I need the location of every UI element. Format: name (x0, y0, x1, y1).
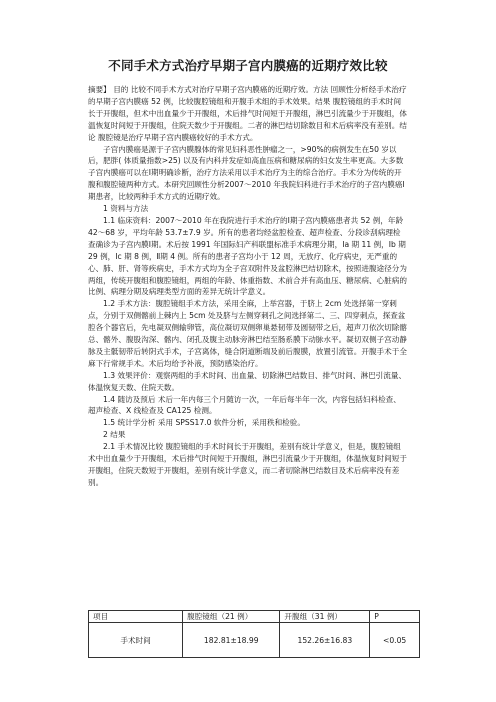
abstract-paragraph: 摘要】 目的 比较不同手术方式对治疗早期子宫内膜癌的近期疗效。方法 回顾性分析经手术治疗的早期子宫内膜癌 52 例，比较腹腔镜组和开腹手术组的手术效果。结果 腹腔镜组的手术时间长于开腹组，但术中出血量少于开腹组，术后排气时间短于开腹组，淋巴引流量少于开腹组，体温恢复时间短于开腹组，住院天数少于开腹组。二者的淋巴结切除数目和术后病率没有差别。结论 腹腔镜是治疗早期子宫内膜癌较好的手术方式。 (88, 85, 407, 142)
table-header-row (89, 611, 420, 623)
table-cell: 182.81±18.99 (183, 623, 280, 658)
results-table (88, 610, 420, 658)
followup-paragraph: 1.4 随访及预后 术后一年内每三个月随访一次，一年后每半年一次，内容包括妇科检查、超声检查、X 线检查及 CA125 检测。 (88, 394, 401, 416)
table-header-cell: 项目 (89, 611, 183, 623)
table-row (89, 623, 420, 658)
table-cell: <0.05 (370, 623, 420, 658)
paper-title: 不同手术方式治疗早期子宫内膜癌的近期疗效比较 (108, 58, 388, 73)
table-cell: 手术时间 (89, 623, 183, 658)
surgical-method-paragraph: 1.2 手术方法：腹腔镜组手术方法，采用全麻，上举宫器，于脐上 2cm 处选择第一穿刺点，分别于双侧髂前上棘内上 5cm 处及脐与左侧穿刺孔之间选择第二、三、四穿刺点，探查盆腔各个器官后，先电凝双侧输卵管，高位凝切双侧卵巢悬韧带及圆韧带之后，超声刀依次切除髂总、髂外、腹股沟深、髂内、闭孔及腹主动脉旁淋巴结至肠系膜下动脉水平。凝切双侧子宫动静脉及主骶韧带后转阴式手术，子宫离体，缝合阴道断端及前后腹膜，放置引流管。开腹手术于全麻下行常规手术。术后均给予补液，预防感染治疗。 (88, 299, 407, 368)
statistics-paragraph: 1.5 统计学分析 采用 SPSS17.0 软件分析，采用秩和检验。 (103, 418, 305, 428)
paper-body (88, 84, 408, 489)
table-cell: 152.26±16.83 (280, 623, 370, 658)
intro-paragraph: 子宫内膜癌是源于子宫内膜腺体的常见妇科恶性肿瘤之一，>90%的病例发生在50 岁以后，肥胖( 体质量指数>25) 以及有内科并发症如高血压病和糖尿病的妇女发生率更高。大多数子宫内膜癌可以在Ⅰ期明确诊断，治疗方法采用以手术治疗为主的综合治疗。手术分为传统的开腹和腹腔镜两种方式。本研究回顾性分析2007～2010 年我院妇科进行手术治疗的子宫内膜癌Ⅰ期患者，比较两种手术方式的近期疗效。 (88, 144, 405, 202)
table-header-cell: 开腹组（31 例） (280, 611, 370, 623)
section-heading-methods: 1 资料与方法 (103, 204, 149, 214)
results-paragraph: 2.1 手术情况比较 腹腔镜组的手术时间长于开腹组，差别有统计学意义，但是，腹腔镜组术中出血量少于开腹组，术后排气时间短于开腹组，淋巴引流量少于开腹组，体温恢复时间短于开腹组，住院天数短于开腹组，差别有统计学意义，而二者切除淋巴结数目及术后病率没有差别。 (88, 442, 407, 487)
clinical-data-paragraph: 1.1 临床资料：2007～2010 年在我院进行手术治疗的Ⅰ期子宫内膜癌患者共 52 例，年龄 42～68 岁，平均年龄 53.7±7.9 岁。所有的患者均经盆腔检查、超声检查、分段诊刮病理检查确诊为子宫内膜Ⅰ期。术后按 1991 年国际妇产科联盟标准手术病理分期，Ⅰa 期 11 例，Ⅰb 期 29 例，Ⅰc 期 8 例，Ⅱ期 4 例。所有的患者子宫均小于 12 周，无放疗、化疗病史，无严重的心、肺、肝、肾等疾病史，手术方式均为全子宫双附件及盆腔淋巴结切除术，按照进腹途径分为两组，传统开腹组和腹腔镜组，两组的年龄、体重指数、术前合并有高血压、糖尿病、心脏病的比例、病理分期及病理类型方面的差异无统计学意义。 (88, 215, 407, 297)
section-heading-results: 2 结果 (103, 430, 126, 440)
table-header-cell: P (370, 611, 420, 623)
table-header-cell: 腹腔镜组（21 例） (183, 611, 280, 623)
evaluation-paragraph: 1.3 效果评价：观察两组的手术时间、出血量、切除淋巴结数目、排气时间、淋巴引流量、体温恢复天数、住院天数。 (88, 370, 407, 392)
